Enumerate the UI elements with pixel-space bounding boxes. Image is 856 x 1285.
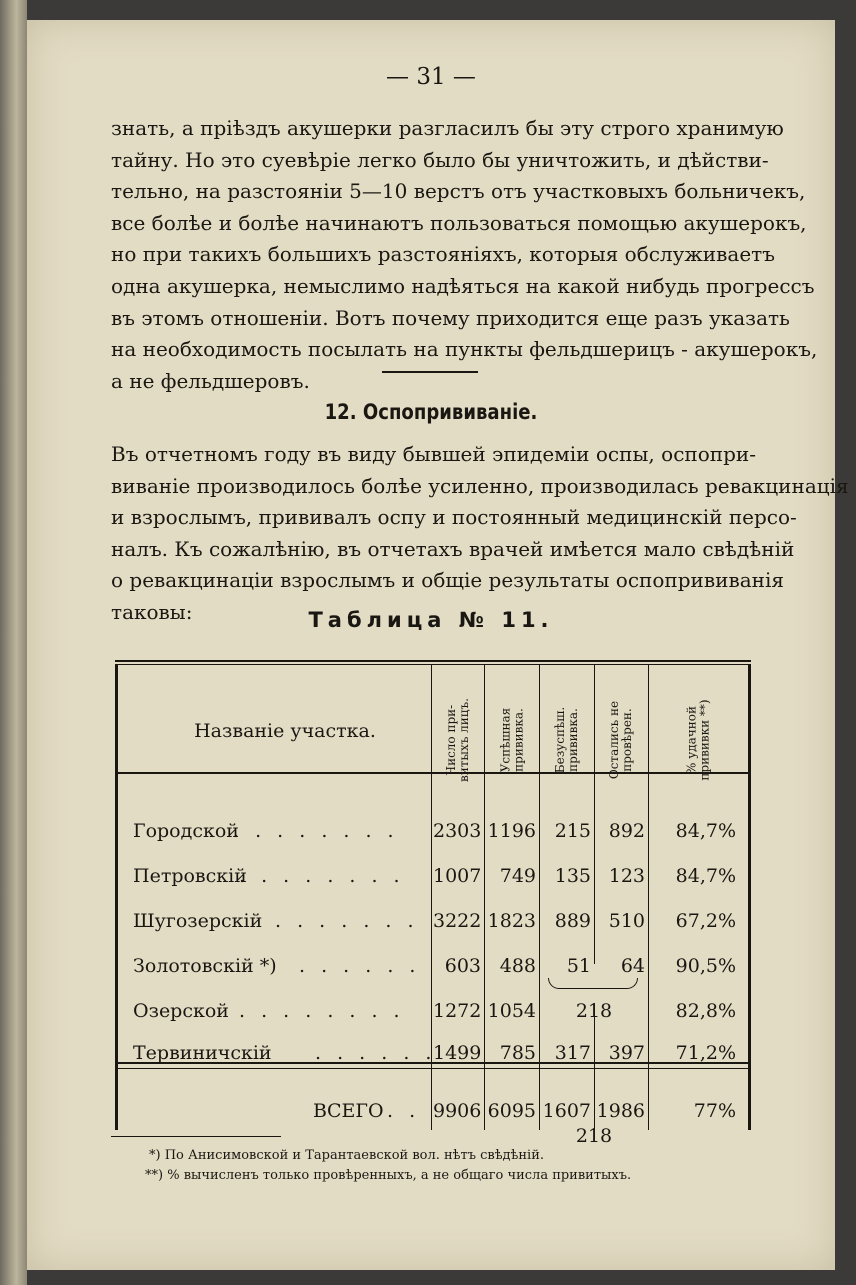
cell-percent: 84,7% bbox=[675, 865, 736, 887]
leader-dots: . . . . . . . . bbox=[239, 865, 405, 887]
paragraph-midwives-line: но при такихъ большихъ разстояніяхъ, которыя обслуживаетъ bbox=[111, 242, 775, 267]
cell-percent: 77% bbox=[693, 1100, 736, 1122]
page-number: — 31 — bbox=[386, 64, 476, 90]
cell-unchecked: 510 bbox=[608, 910, 645, 932]
cell-success: 749 bbox=[499, 865, 536, 887]
cell-total: 1007 bbox=[433, 865, 482, 887]
cell-unchecked: 892 bbox=[608, 820, 645, 842]
table-title: Таблица № 11. bbox=[308, 608, 554, 632]
cell-total: 2303 bbox=[433, 820, 482, 842]
cell-fail: 215 bbox=[554, 820, 591, 842]
cell-unchecked: 123 bbox=[608, 865, 645, 887]
paragraph-midwives bbox=[111, 113, 818, 397]
paragraph-midwives-line: знать, а пріѣздъ акушерки разгласилъ бы эту строго хранимую bbox=[111, 116, 784, 140]
cell-merged: 218 bbox=[575, 1000, 613, 1022]
cell-percent: 71,2% bbox=[675, 1042, 736, 1064]
paragraph-midwives-line: тельно, на разстояніи 5—10 верстъ отъ участковыхъ больничекъ, bbox=[111, 179, 806, 204]
vaccination-table bbox=[115, 660, 751, 1152]
paragraph-vaccination-line: виваніе производилось болѣе усиленно, производилась ревакцинація bbox=[111, 473, 849, 498]
footnote-rule bbox=[111, 1136, 281, 1137]
table-row bbox=[115, 865, 751, 895]
table-row bbox=[115, 910, 751, 940]
left-page-edge bbox=[0, 0, 27, 1285]
leader-dots: . . . . . . . . bbox=[233, 820, 399, 842]
paragraph-vaccination bbox=[111, 439, 849, 629]
total-label: ВСЕГО bbox=[313, 1100, 384, 1122]
paragraph-midwives-line: все болѣе и болѣе начинаютъ пользоваться помощью акушерокъ, bbox=[111, 210, 807, 235]
district-name: Озерской bbox=[133, 1000, 229, 1022]
cell-total: 1499 bbox=[433, 1042, 482, 1064]
paragraph-vaccination-line: о ревакцинаціи взрослымъ и общіе результаты оспопрививанія bbox=[111, 568, 784, 593]
cell-success: 6095 bbox=[487, 1100, 536, 1122]
cell-success: 488 bbox=[499, 955, 536, 977]
cell-percent: 82,8% bbox=[675, 1000, 736, 1022]
district-name: Золотовскій *) bbox=[133, 955, 277, 977]
footnote-2: **) % вычисленъ только провѣренныхъ, а не общаго числа привитыхъ. bbox=[145, 1168, 632, 1183]
cell-total: 3222 bbox=[433, 910, 482, 932]
section-title: 12. Оспопрививаніе. bbox=[324, 400, 538, 424]
table-row bbox=[115, 955, 751, 985]
column-header-total: Число при- витыхъ лицъ. bbox=[444, 698, 472, 782]
table-row bbox=[115, 1042, 751, 1072]
district-name: Городской bbox=[133, 820, 239, 842]
cell-unchecked: 64 bbox=[620, 955, 645, 977]
paragraph-midwives-line: въ этомъ отношеніи. Вотъ почему приходится еще разъ указать bbox=[111, 305, 790, 330]
column-header-percent: % удачной прививки **) bbox=[684, 699, 712, 781]
paragraph-vaccination-line: Въ отчетномъ году въ виду бывшей эпидеміи оспы, оспопри- bbox=[111, 442, 756, 466]
paragraph-midwives-line: а не фельдшеровъ. bbox=[111, 368, 310, 393]
table-row bbox=[115, 820, 751, 850]
district-name: Шугозерскій bbox=[133, 910, 263, 932]
cell-fail: 889 bbox=[554, 910, 591, 932]
table-top-rule bbox=[115, 660, 751, 662]
paragraph-vaccination-line: и взрослымъ, прививалъ оспу и постоянный медицинскій персо- bbox=[111, 505, 797, 530]
leader-dots: . . . . . . . . bbox=[239, 1000, 405, 1022]
cell-unchecked: 397 bbox=[608, 1042, 645, 1064]
column-header-name: Названіе участка. bbox=[194, 720, 376, 742]
cell-total: 603 bbox=[444, 955, 481, 977]
table-row bbox=[115, 1000, 751, 1030]
leader-dots: . . bbox=[387, 1100, 421, 1122]
leader-dots: . . . . . . bbox=[315, 1042, 437, 1064]
footnote-1: *) По Анисимовской и Тарантаевской вол. нѣтъ свѣдѣній. bbox=[149, 1148, 545, 1163]
section-divider bbox=[382, 371, 478, 373]
document-page bbox=[27, 20, 849, 1270]
district-name: Тервиничскій bbox=[133, 1042, 272, 1064]
cell-percent: 90,5% bbox=[675, 955, 736, 977]
leader-dots: . . . . . . . bbox=[275, 910, 419, 932]
table-top-rule-inner bbox=[115, 664, 751, 665]
cell-fail: 1607 bbox=[542, 1100, 591, 1122]
paragraph-midwives-line: тайну. Но это суевѣріе легко было бы уничтожить, и дѣйстви- bbox=[111, 147, 769, 172]
cell-fail: 51 bbox=[566, 955, 591, 977]
column-header-success: Успѣшная прививка. bbox=[498, 707, 526, 773]
cell-success: 785 bbox=[499, 1042, 536, 1064]
column-header-unchecked: Остались не провѣрен. bbox=[607, 700, 635, 780]
cell-fail: 135 bbox=[554, 865, 591, 887]
merge-brace bbox=[548, 978, 638, 989]
cell-success: 1054 bbox=[487, 1000, 536, 1022]
cell-success: 1823 bbox=[487, 910, 536, 932]
paragraph-midwives-line: на необходимость посылать на пункты фельдшерицъ - акушерокъ, bbox=[111, 337, 818, 362]
paragraph-vaccination-line: налъ. Къ сожалѣнію, въ отчетахъ врачей имѣется мало свѣдѣній bbox=[111, 536, 795, 561]
cell-percent: 67,2% bbox=[675, 910, 736, 932]
column-header-fail: Безуспѣш. прививка. bbox=[553, 706, 581, 774]
cell-total-merged: 218 bbox=[575, 1125, 613, 1147]
cell-total: 9906 bbox=[433, 1100, 482, 1122]
paragraph-vaccination-line: таковы: bbox=[111, 599, 193, 624]
leader-dots: . . . . . . bbox=[299, 955, 421, 977]
cell-success: 1196 bbox=[487, 820, 536, 842]
district-name: Петровскій bbox=[133, 865, 247, 887]
cell-unchecked: 1986 bbox=[596, 1100, 645, 1122]
paragraph-midwives-line: одна акушерка, немыслимо надѣяться на какой нибудь прогрессъ bbox=[111, 273, 815, 298]
cell-fail: 317 bbox=[554, 1042, 591, 1064]
cell-total: 1272 bbox=[433, 1000, 482, 1022]
cell-percent: 84,7% bbox=[675, 820, 736, 842]
